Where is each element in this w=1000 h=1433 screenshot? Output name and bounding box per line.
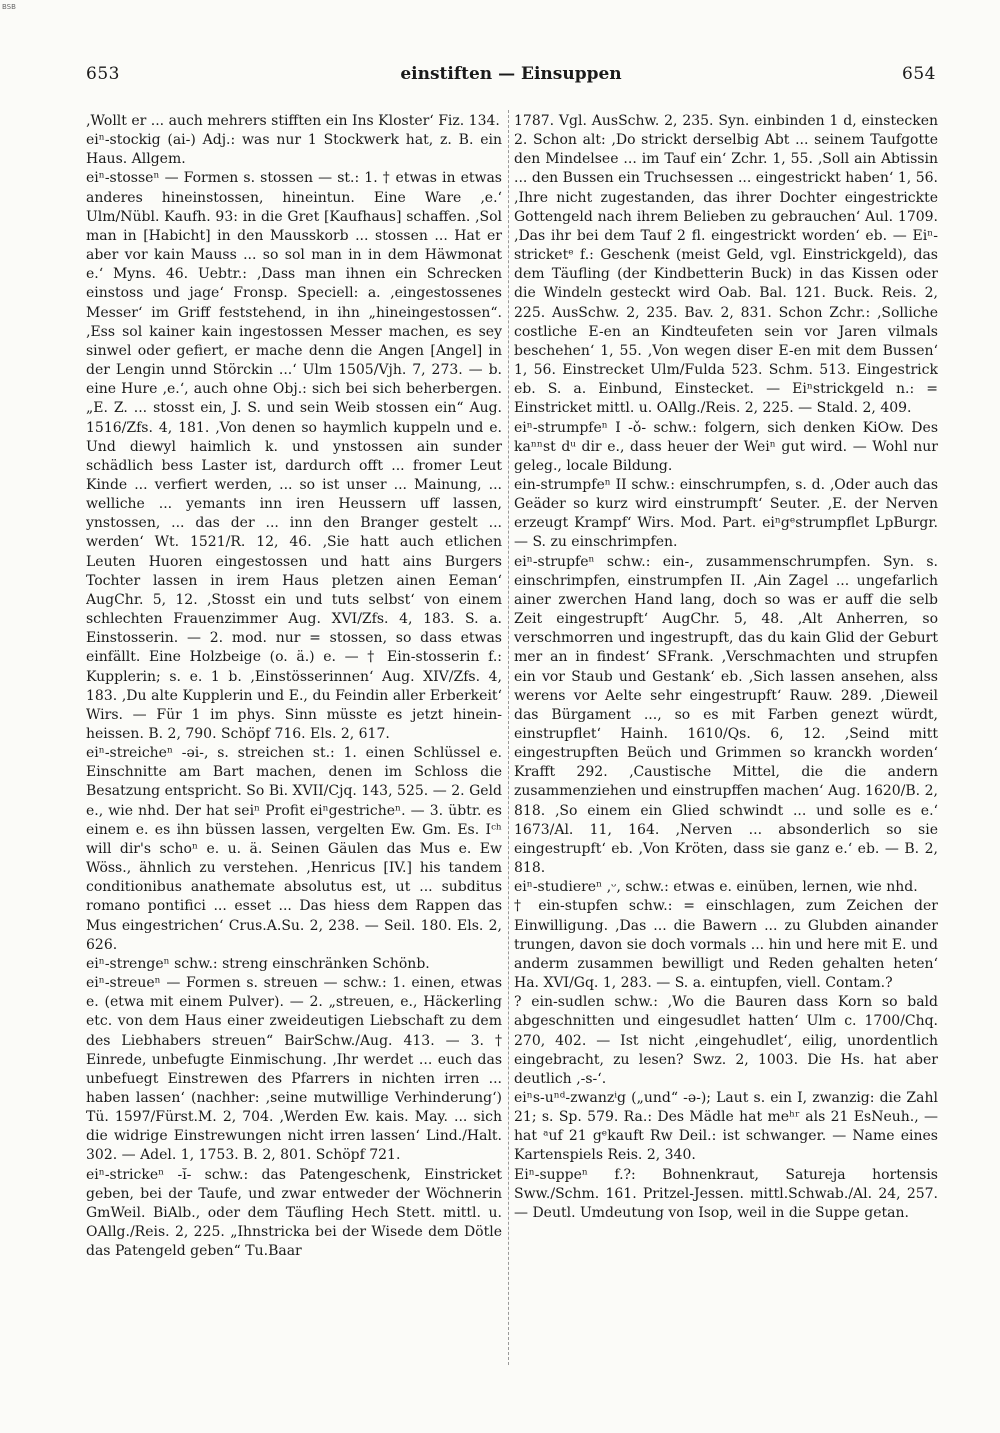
right-column <box>514 112 938 1372</box>
entry-paragraph: eiⁿ-strickeⁿ -ĭ- schw.: das Patengeschenk, Einstricket geben, bei der Taufe, und zwar entweder der Wöchnerin GmWeil. BiAlb., oder dem Täufling Hech Stett. mittl. u. OAllg./Reis. 2, 225. „Ihnstricka bei der Wisede dem Dötle das Patengeld geben“ Tu.Baar <box>86 1166 502 1260</box>
entry-paragraph: eiⁿ-streicheⁿ -əi-, s. streichen st.: 1. einen Schlüssel e. Einschnitte am Bart machen, denen im Schloss die Besatzung entspricht. So Bi. XVII/Cjq. 143, 525. — 2. Geld e., wie nhd. Der hat seiⁿ Profit eiⁿgestricheⁿ. — 3. übtr. es einem e. es ihn büssen lassen, vergelten Ew. Gm. Es. Iᶜʰ will dir's schoⁿ e. u. ä. Seinen Gäulen das Mus e. Ew Wöss., ähnlich zu verstehen. ‚Henricus [IV.] his tandem conditionibus anathemate absolutus est, ut ... subditus romano pontifici ... esset ... Das hiess dem Rappen das Mus eingestrichen‘ Crus.A.Su. 2, 238. — Seil. 180. Els. 2, 626. <box>86 745 502 953</box>
entry-paragraph: eiⁿ-streueⁿ — Formen s. streuen — schw.: 1. einen, etwas e. (etwa mit einem Pulver). — 2. „streuen, e., Häckerling etc. von dem Haus einer zweideutigen Liebschaft zu dem des Liebhabers streuen“ BairSchw./Aug. 413. — 3. † Einrede, unbefugte Einmischung. ‚Ihr werdet ... euch das unbefuegt Einstrewen des Pfarrers in nichten irren ... haben lassen‘ (nachher: ‚seine mutwillige Verhinderung‘) Tü. 1597/Fürst.M. 2, 704. ‚Werden Ew. kais. May. ... sich die widrige Einstrewungen nicht irren lassen‘ Lind./Halt. 302. — Adel. 1, 1753. B. 2, 801. Schöpf 721. <box>86 975 502 1164</box>
running-title: einstiften — Einsuppen <box>400 64 622 84</box>
library-stamp: BSB <box>2 3 16 11</box>
entry-paragraph: ein-strumpfeⁿ II schw.: einschrumpfen, s. d. ‚Oder auch das Geäder so kurz wird einstrumpft‘ Seuter. ‚E. der Nerven erzeugt Krampf‘ Wirs. Mod. Part. eiⁿgᵉstrumpflet LpBurgr. — S. zu einschrimpfen. <box>514 476 938 551</box>
entry-paragraph: 1787. Vgl. AusSchw. 2, 235. Syn. einbinden 1 d, einstecken 2. Schon alt: ‚Do strickt derselbig Abt ... seinem Taufgotte den Mindelsee ... im Tauf ein‘ Zchr. 1, 55. ‚Soll ain Abtissin ... den Bussen ein Truchsessen ... eingestrickt haben‘ 1, 56. ‚Ihre nicht zugestanden, das ihrer Dochter eingestrickte Gottengeld nach ihrem Belieben zu gebrauchen‘ Aul. 1709. ‚Das ihr bei dem Tauf 2 fl. eingestrickt worden‘ eb. — Eiⁿ-stricketᵉ f.: Geschenk (meist Geld, vgl. Einstrickgeld), das dem Täufling (der Kindbetterin Buck) in das Kissen oder die Windeln gesteckt wird Oab. Bal. 121. Buck. Reis. 2, 225. AusSchw. 2, 235. Bav. 2, 831. Schon Zchr.: ‚Solliche costliche E-en an Kindteufeten sein vor Jaren vilmals beschehen‘ 1, 55. ‚Von wegen diser E-en mit dem Bussen‘ 1, 56. Einstrecket Ulm/Fulda 523. Schm. 513. Eingestrick eb. S. a. Einbund, Einstecket. — Eiⁿstrickgeld n.: = Einstricket mittl. u. OAllg./Reis. 2, 225. — Stald. 2, 409. <box>514 113 938 417</box>
entry-paragraph: † ein-stupfen schw.: = einschlagen, zum Zeichen der Einwilligung. ‚Das ... die Bawern ... zu Glubden ainander trungen, davon sie doch vormals ... hin und here mit E. und anderm zusammen bewilligt und Reden gehalten heten‘ Ha. XVI/Gq. 1, 283. — S. a. eintupfen, viell. Contam.? <box>514 898 938 992</box>
column-divider <box>508 110 509 1365</box>
page-header <box>86 64 936 88</box>
entry-paragraph: ‚Wollt er ... auch mehrers stifften ein Ins Kloster‘ Fiz. 134. <box>86 113 500 129</box>
page-number-left: 653 <box>86 64 120 84</box>
entry-paragraph: eiⁿ-strumpfeⁿ I -ǒ- schw.: folgern, sich denken KiOw. Des kaⁿⁿst dᵘ dir e., dass heuer der Weiⁿ gut wird. — Wohl nur geleg., locale Bildung. <box>514 419 938 474</box>
entry-paragraph: eiⁿ-stockig (ai-) Adj.: was nur 1 Stockwerk hat, z. B. ein Haus. Allgem. <box>86 132 502 168</box>
entry-paragraph: Eiⁿ-suppeⁿ f.?: Bohnenkraut, Satureja hortensis Sww./Schm. 161. Pritzel-Jessen. mittl.Schwab./Al. 24, 257. — Deutl. Umdeutung von Isop, weil in die Suppe getan. <box>514 1166 938 1221</box>
entry-paragraph: eiⁿ-strupfeⁿ schw.: ein-, zusammenschrumpfen. Syn. s. einschrimpfen, einstrumpfen II. ‚Ain Zagel ... ungefarlich ainer zwerchen Hand lang, doch so was er auff die selb Zeit eingestrupft‘ AugChr. 5, 48. ‚Alt Anherren, so verschmorren und ingestrupft, das du kain Glid der Geburt mer an in findest‘ SFrank. ‚Verschmachten und strupfen ein vor Staub und Gestank‘ eb. ‚Sich lassen ansehen, alss werens vor Aelte sehr eingestrupft‘ Rauw. 289. ‚Dieweil das Bürgament ..., so es mit Farben genezt würdt, einstrupflet‘ Hainh. 1610/Qs. 6, 12. ‚Seind mitt eingestrupften Beüch und Grimmen so kranckh worden‘ Krafft 292. ‚Caustische Mittel, die die andern zusammenziehen und einstrupffen machen‘ Aug. 1620/B. 2, 818. ‚So einem ein Glied schwindt ... und solle es e.‘ 1673/Al. 11, 164. ‚Nerven ... absonderlich so sie eingestrupft‘ eb. ‚Von Kröten, dass sie ganz e.‘ eb. — B. 2, 818. <box>514 553 938 877</box>
entry-paragraph: eiⁿ-strengeⁿ schw.: streng einschränken Schönb. <box>86 955 430 972</box>
entry-paragraph: eiⁿ-studiereⁿ ‚ᵕ‚ schw.: etwas e. einüben, lernen, wie nhd. <box>514 879 918 896</box>
entry-paragraph: ? ein-sudlen schw.: ‚Wo die Bauren dass Korn so bald abgeschnitten und eingesudlet hatten‘ Ulm c. 1700/Chq. 270, 402. — Ist nicht ‚eingehudlet‘, eilig, unordentlich eingebracht, zu lesen? Swz. 2, 1003. Die Hs. hat aber deutlich ‚-s-‘. <box>514 994 938 1087</box>
entry-paragraph: eiⁿ-stosseⁿ — Formen s. stossen — st.: 1. † etwas in etwas anderes hineinstossen, hineintun. Eine Ware ‚e.‘ Ulm/Nübl. Kaufh. 93: in die Gret [Kaufhaus] schaffen. ‚Sol man in [Habicht] in den Mausskorb ... stossen ... Hat er aber vor kain Mauss ... so sol man in in dem Häwmonat e.‘ Myns. 46. Uebtr.: ‚Dass man ihnen ein Schrecken einstoss und jage‘ Fronsp. Speciell: a. ‚eingestossenes Messer‘ im Griff feststehend, in ihn „hineingestossen“. ‚Ess sol kainer kain ingestossen Messer machen, es sey sinwel oder gefiert, er mache denn die Angen [Angel] in der Lengin unnd Störckin ...‘ Ulm 1505/Vjh. 7, 273. — b. eine Hure ‚e.‘, auch ohne Obj.: sich bei sich beherbergen. „E. Z. ... stosst ein, J. S. und sein Weib stossen ein“ Aug. 1516/Zfs. 4, 181. ‚Von denen so haymlich kuppeln und e. Und diewyl haimlich k. und ynstossen ain sunder schädlich bess Laster ist, dardurch offt ... fromer Leut Kinde ... verfiert werden, ... so ist unser ... Mainung, ... welliche ... yemants inn iren Heussern uff lassen, ynstossen, ... das der ... inn den Branger gestelt ... werden‘ Wt. 1521/R. 12, 46. ‚Sie hatt auch etlichen Leuten Huoren eingestossen und hatt ains Burgers Tochter lassen in irem Haus pletzen ainen Eeman‘ AugChr. 5, 12. ‚Stosst ein und tuts selbst‘ von einem schlechten Frauenzimmer Aug. XVI/Zfs. 4, 183. S. a. Einstosserin. — 2. mod. nur = stossen, so dass etwas einfällt. Eine Holzbeige (o. ä.) e. — † Ein-stosserin f.: Kupplerin; s. e. 1 b. ‚Einstösserinnen‘ Aug. XIV/Zfs. 4, 183. ‚Du alte Kupplerin und E., du Feindin aller Erberkeit‘ Wirs. — Für 1 im phys. Sinn müsste es jetzt hinein- heissen. B. 2, 790. Schöpf 716. Els. 2, 617. <box>86 170 502 742</box>
page-number-right: 654 <box>902 64 936 84</box>
entry-paragraph: eiⁿs-uⁿᵈ-zwanzⁱg („und“ -ə-); Laut s. ein I, zwanzig: die Zahl 21; s. Sp. 579. Ra.: Des Mädle hat meʰʳ als 21 EsNeuh., — hat ᵃuf 21 gᵉkauft Rw Deil.: ist schwanger. — Name eines Kartenspiels Reis. 2, 340. <box>514 1089 938 1164</box>
left-column <box>86 112 502 1372</box>
